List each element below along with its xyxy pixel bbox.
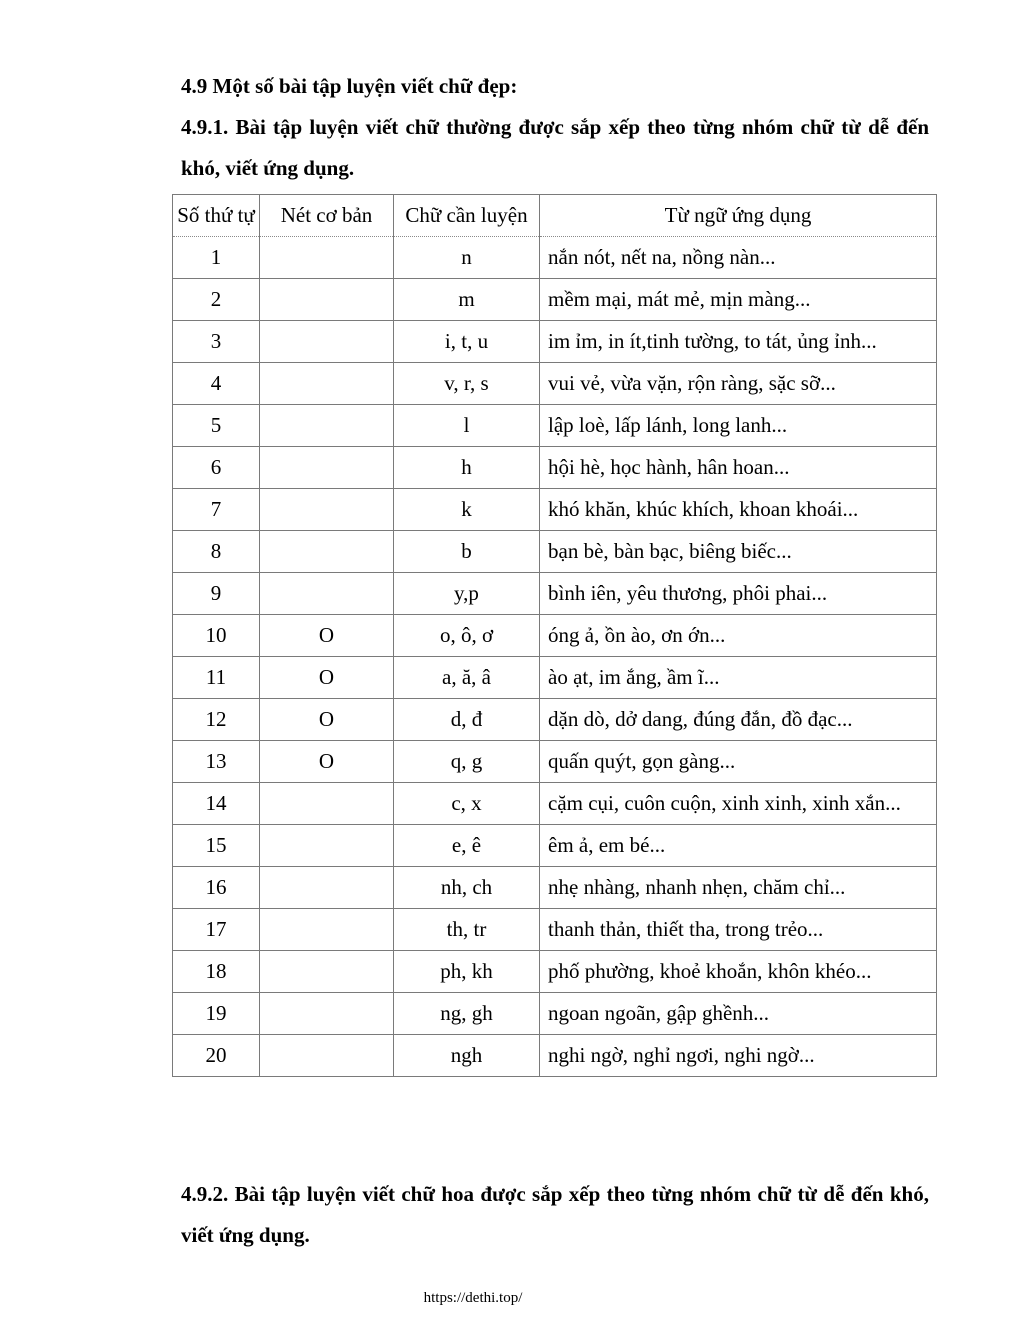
table-row: [173, 867, 937, 909]
cell-basic-stroke: [260, 531, 394, 573]
cell-basic-stroke: O: [260, 699, 394, 741]
table-row: [173, 321, 937, 363]
table-row: [173, 405, 937, 447]
cell-letters: y,p: [394, 573, 540, 615]
cell-letters: b: [394, 531, 540, 573]
table-row: [173, 237, 937, 279]
cell-applied-words: ào ạt, im ắng, ầm ĩ...: [540, 657, 937, 699]
cell-applied-words: bạn bè, bàn bạc, biêng biếc...: [540, 531, 937, 573]
cell-applied-words: êm ả, em bé...: [540, 825, 937, 867]
header-letters: Chữ cần luyện: [394, 195, 540, 237]
cell-number: 15: [173, 825, 260, 867]
table-row: [173, 531, 937, 573]
cell-letters: h: [394, 447, 540, 489]
cell-basic-stroke: [260, 321, 394, 363]
cell-applied-words: phố phường, khoẻ khoắn, khôn khéo...: [540, 951, 937, 993]
cell-applied-words: dặn dò, dở dang, đúng đắn, đồ đạc...: [540, 699, 937, 741]
cell-letters: d, đ: [394, 699, 540, 741]
cell-letters: ng, gh: [394, 993, 540, 1035]
table-row: [173, 615, 937, 657]
cell-basic-stroke: [260, 489, 394, 531]
table-row: [173, 657, 937, 699]
cell-letters: n: [394, 237, 540, 279]
cell-letters: nh, ch: [394, 867, 540, 909]
cell-letters: a, ă, â: [394, 657, 540, 699]
cell-basic-stroke: [260, 1035, 394, 1077]
table-row: [173, 909, 937, 951]
cell-letters: l: [394, 405, 540, 447]
cell-number: 16: [173, 867, 260, 909]
cell-applied-words: quấn quýt, gọn gàng...: [540, 741, 937, 783]
cell-basic-stroke: [260, 909, 394, 951]
cell-letters: k: [394, 489, 540, 531]
table-row: [173, 1035, 937, 1077]
cell-number: 12: [173, 699, 260, 741]
cell-number: 20: [173, 1035, 260, 1077]
section-heading-4-9-2: 4.9.2. Bài tập luyện viết chữ hoa được sắp xếp theo từng nhóm chữ từ dễ đến khó, viết ứng dụng.: [181, 1182, 929, 1247]
cell-letters: th, tr: [394, 909, 540, 951]
cell-applied-words: lập loè, lấp lánh, long lanh...: [540, 405, 937, 447]
cell-applied-words: ngoan ngoãn, gập ghềnh...: [540, 993, 937, 1035]
table-row: [173, 993, 937, 1035]
cell-applied-words: thanh thản, thiết tha, trong trẻo...: [540, 909, 937, 951]
cell-letters: q, g: [394, 741, 540, 783]
table-row: [173, 447, 937, 489]
cell-number: 13: [173, 741, 260, 783]
table-row: [173, 951, 937, 993]
table-row: [173, 489, 937, 531]
cell-letters: c, x: [394, 783, 540, 825]
cell-basic-stroke: O: [260, 615, 394, 657]
table-row: [173, 279, 937, 321]
cell-applied-words: vui vẻ, vừa vặn, rộn ràng, sặc sỡ...: [540, 363, 937, 405]
cell-basic-stroke: [260, 237, 394, 279]
cell-applied-words: hội hè, học hành, hân hoan...: [540, 447, 937, 489]
cell-number: 3: [173, 321, 260, 363]
cell-applied-words: óng ả, ồn ào, ơn ớn...: [540, 615, 937, 657]
cell-number: 2: [173, 279, 260, 321]
section-heading-4-9-1: 4.9.1. Bài tập luyện viết chữ thường được sắp xếp theo từng nhóm chữ từ dễ đến khó, viết ứng dụng.: [181, 115, 929, 180]
header-basic-stroke: Nét cơ bản: [260, 195, 394, 237]
cell-number: 19: [173, 993, 260, 1035]
cell-number: 14: [173, 783, 260, 825]
cell-applied-words: nghi ngờ, nghỉ ngơi, nghi ngờ...: [540, 1035, 937, 1077]
cell-letters: m: [394, 279, 540, 321]
cell-applied-words: bình iên, yêu thương, phôi phai...: [540, 573, 937, 615]
header-number: Số thứ tự: [173, 195, 260, 237]
cell-basic-stroke: [260, 573, 394, 615]
cell-basic-stroke: [260, 363, 394, 405]
table-row: [173, 825, 937, 867]
cell-basic-stroke: [260, 867, 394, 909]
cell-number: 9: [173, 573, 260, 615]
table-row: [173, 741, 937, 783]
cell-number: 11: [173, 657, 260, 699]
cell-applied-words: im ỉm, in ít,tinh tường, to tát, ủng ỉnh...: [540, 321, 937, 363]
cell-letters: e, ê: [394, 825, 540, 867]
cell-letters: i, t, u: [394, 321, 540, 363]
cell-basic-stroke: [260, 951, 394, 993]
cell-basic-stroke: [260, 447, 394, 489]
cell-number: 17: [173, 909, 260, 951]
cell-number: 1: [173, 237, 260, 279]
cell-letters: ph, kh: [394, 951, 540, 993]
cell-basic-stroke: [260, 405, 394, 447]
cell-letters: o, ô, ơ: [394, 615, 540, 657]
cell-basic-stroke: [260, 783, 394, 825]
cell-letters: ngh: [394, 1035, 540, 1077]
cell-applied-words: nắn nót, nết na, nồng nàn...: [540, 237, 937, 279]
table-row: [173, 363, 937, 405]
cell-number: 6: [173, 447, 260, 489]
header-applied-words: Từ ngữ ứng dụng: [540, 195, 937, 237]
footer-link[interactable]: https://dethi.top/: [423, 1290, 523, 1306]
cell-basic-stroke: [260, 279, 394, 321]
table-row: [173, 699, 937, 741]
cell-number: 5: [173, 405, 260, 447]
cell-number: 4: [173, 363, 260, 405]
cell-basic-stroke: O: [260, 657, 394, 699]
cell-basic-stroke: [260, 825, 394, 867]
cell-applied-words: khó khăn, khúc khích, khoan khoái...: [540, 489, 937, 531]
cell-basic-stroke: O: [260, 741, 394, 783]
table-row: [173, 573, 937, 615]
cell-number: 8: [173, 531, 260, 573]
cell-basic-stroke: [260, 993, 394, 1035]
cell-applied-words: cặm cụi, cuôn cuộn, xinh xinh, xinh xắn...: [540, 783, 937, 825]
lowercase-practice-table: [172, 194, 937, 1077]
cell-applied-words: mềm mại, mát mẻ, mịn màng...: [540, 279, 937, 321]
cell-applied-words: nhẹ nhàng, nhanh nhẹn, chăm chỉ...: [540, 867, 937, 909]
section-heading-4-9: 4.9 Một số bài tập luyện viết chữ đẹp:: [181, 74, 518, 98]
cell-number: 7: [173, 489, 260, 531]
table-row: [173, 783, 937, 825]
cell-number: 18: [173, 951, 260, 993]
cell-letters: v, r, s: [394, 363, 540, 405]
cell-number: 10: [173, 615, 260, 657]
table-header-row: [173, 195, 937, 237]
